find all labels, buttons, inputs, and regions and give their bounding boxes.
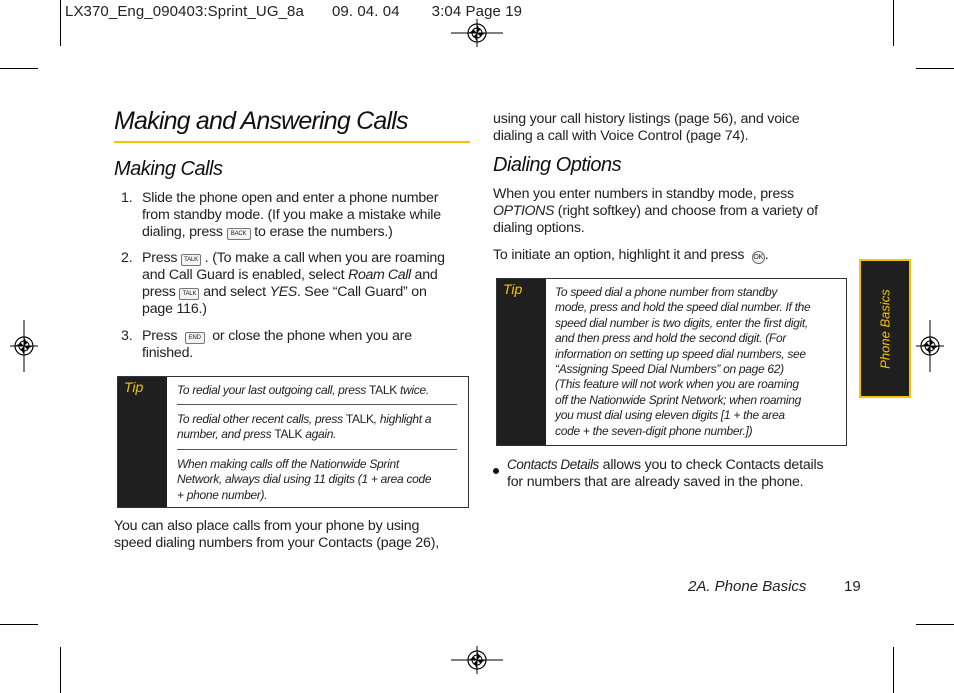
crop-mark (893, 0, 894, 46)
registration-mark-icon (916, 320, 944, 372)
step-text: press (142, 284, 176, 300)
title-underline (114, 141, 470, 143)
speed-dial-paragraph (114, 518, 439, 552)
tip-text: again. (302, 427, 337, 442)
tip-text: To redial other recent calls, press (177, 412, 346, 426)
paragraph-line: When you enter numbers in standby mode, press (493, 186, 794, 202)
talk-key-icon: TALK (181, 254, 201, 266)
talk-key-label: TALK (345, 412, 374, 426)
crop-mark (916, 68, 954, 69)
paragraph-line: dialing options. (493, 220, 585, 236)
registration-mark-icon (451, 646, 503, 674)
tip-box (496, 278, 847, 446)
registration-mark-icon (451, 19, 503, 47)
tip-text: and then press and hold the second digit. (For (555, 331, 787, 346)
slug-date: 09. 04. 04 (331, 3, 400, 20)
tip-text: off the Nationwide Sprint Network; when roaming (555, 392, 802, 407)
page-number: 19 (844, 578, 861, 595)
tip-text: “Assigning Speed Dial Numbers” on page 62) (555, 362, 784, 377)
tip-label: Tip (503, 281, 523, 297)
step-text: Press (142, 250, 178, 266)
crop-mark (893, 647, 894, 693)
paragraph-text: (right softkey) and choose from a variety of (554, 203, 818, 219)
contacts-details-bullet (507, 456, 823, 491)
step-text: and select (203, 284, 270, 300)
step-text: and (410, 267, 438, 283)
tip-text: (This feature will not work when you are roaming (555, 377, 799, 392)
slug-time-page: 3:04 Page 19 (431, 3, 523, 20)
step-text: Slide the phone open and enter a phone number (142, 190, 439, 206)
step-1 (121, 190, 461, 242)
step-text: from standby mode. (If you make a mistake while (142, 207, 441, 223)
tip-text: + phone number). (177, 487, 268, 502)
tip-text: twice. (396, 383, 429, 397)
paragraph-line: for numbers that are already saved in the phone. (507, 474, 804, 490)
talk-key-icon: TALK (179, 288, 199, 300)
making-calls-heading: Making Calls (114, 158, 223, 180)
step-number: 1. (121, 190, 133, 206)
talk-key-label: TALK (274, 427, 303, 442)
step-text: to erase the numbers.) (254, 224, 393, 240)
side-tab-label: Phone Basics (877, 288, 893, 369)
bullet-icon (493, 461, 499, 479)
tip-text: Network, always dial using 11 digits (1 + area code (177, 472, 432, 487)
paragraph-line: dialing a call with Voice Control (page 74). (493, 128, 749, 144)
end-key-icon: END (185, 332, 205, 344)
registration-mark-icon (10, 320, 38, 372)
crop-mark (916, 624, 954, 625)
tip-item (177, 457, 431, 503)
tip-box (117, 376, 469, 508)
tip-text: To redial your last outgoing call, press (177, 383, 370, 397)
step-number: 3. (121, 328, 133, 344)
paragraph-text: allows you to check Contacts details (598, 457, 824, 473)
step-3 (121, 328, 461, 364)
tip-text: number, and press (177, 427, 275, 442)
tip-text: you must dial using eleven digits [1 + the area (555, 408, 785, 423)
tip-text-block (555, 285, 810, 439)
step-2 (121, 250, 466, 320)
step-text: . (To make a call when you are roaming (204, 250, 445, 266)
tip-text: information on setting up speed dial numbers, see (555, 346, 806, 361)
crop-mark (60, 0, 61, 46)
crop-mark (60, 647, 61, 693)
talk-key-label: TALK (369, 383, 397, 397)
crop-mark (0, 624, 38, 625)
initiate-option-paragraph (493, 247, 769, 264)
tip-text: code + the seven-digit phone number.]) (555, 423, 753, 438)
paragraph-text: To initiate an option, highlight it and press (493, 247, 745, 263)
back-key-icon: BACK (227, 228, 251, 240)
tip-label: Tip (124, 379, 144, 395)
dialing-options-heading: Dialing Options (493, 154, 622, 176)
tip-text: mode, press and hold the speed dial number. If the (555, 300, 811, 315)
tip-divider (177, 449, 457, 450)
tip-text: When making calls off the Nationwide Sprint (177, 457, 399, 471)
continued-paragraph (493, 111, 799, 145)
tip-label-column (118, 377, 167, 507)
step-text: dialing, press (142, 224, 223, 240)
tip-divider (177, 404, 457, 405)
paragraph-line: using your call history listings (page 56), and voice (493, 111, 800, 127)
section-side-tab (859, 259, 911, 398)
crop-mark (0, 68, 38, 69)
slug-file: LX370_Eng_090403:Sprint_UG_8a (65, 3, 304, 20)
step-text: finished. (142, 345, 194, 361)
page-title: Making and Answering Calls (114, 107, 408, 135)
tip-text: speed dial number is two digits, enter the first digit, (555, 315, 808, 330)
dialing-options-paragraph (493, 186, 818, 237)
step-text: and Call Guard is enabled, select (142, 267, 349, 283)
paragraph-text: . (764, 247, 769, 263)
tip-item (177, 383, 429, 398)
roam-call-option: Roam Call (348, 267, 411, 283)
tip-text: , highlight a (373, 412, 432, 426)
ok-key-icon: OK (752, 251, 765, 264)
step-text: . See “Call Guard” on (296, 284, 427, 300)
paragraph-line: You can also place calls from your phone by using (114, 518, 420, 534)
tip-text: To speed dial a phone number from standby (555, 285, 778, 299)
options-softkey: OPTIONS (493, 203, 555, 219)
paragraph-line: speed dialing numbers from your Contacts (page 26), (114, 535, 439, 551)
print-slug (65, 3, 550, 20)
step-text: or close the phone when you are (212, 328, 412, 344)
step-text: page 116.) (142, 301, 207, 317)
tip-item (177, 412, 431, 443)
yes-option: YES (269, 284, 297, 300)
contacts-details-option: Contacts Details (507, 457, 599, 472)
tip-label-column (497, 279, 546, 445)
footer-section: 2A. Phone Basics (688, 578, 807, 595)
step-text: Press (142, 328, 178, 344)
step-number: 2. (121, 250, 133, 266)
